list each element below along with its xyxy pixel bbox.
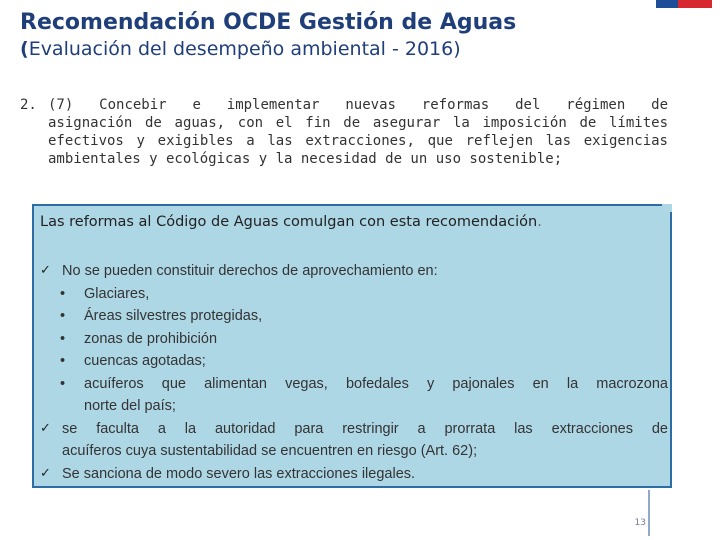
bullet-item-text: Áreas silvestres protegidas, [84,308,263,324]
check-list [40,260,668,485]
footer-divider [648,490,650,536]
recommendation-number: 2. [20,97,37,113]
bullet-icon: • [60,330,66,347]
title-line-1: Recomendación OCDE Gestión de Aguas [20,10,517,35]
check-icon: ✓ [40,263,51,278]
bullet-item [40,305,668,328]
recommendation-line: asignación de aguas, con el fin de asegurar la imposición de límites [48,115,668,131]
check-item-text: No se pueden constituir derechos de aprovechamiento en: [62,263,438,279]
check-item-continuation: acuíferos cuya sustentabilidad se encuentren en riesgo (Art. 62); [62,443,478,459]
reforms-box [32,204,672,488]
check-icon: ✓ [40,420,51,436]
box-intro-period: . [537,214,542,230]
bullet-item [40,350,668,373]
check-item-text: se faculta a la autoridad para restringir a prorrata las extracciones de [62,420,668,437]
bullet-icon: • [60,353,66,369]
recommendation-line: (7) Concebir e implementar nuevas reformas del régimen de [48,97,668,113]
slide-title [20,10,620,62]
bullet-item-text: cuencas agotadas; [84,353,206,369]
bullet-item-text: zonas de prohibición [84,330,218,347]
bullet-icon: • [60,308,66,324]
slide-footer [36,488,680,536]
bullet-icon: • [60,375,66,392]
recommendation-text [20,96,668,168]
page-number: 13 [634,518,646,528]
box-intro [40,214,542,230]
bullet-item [40,328,668,351]
flag-blue [656,0,678,8]
title-open-paren: ( [20,38,29,60]
title-line-2 [20,36,620,62]
bullet-item-continuation: norte del país; [84,398,176,414]
title-line-2-text: Evaluación del desempeño ambiental - 2016) [28,38,461,60]
flag-stripe [656,0,712,8]
check-icon: ✓ [40,465,51,481]
recommendation-line: ambientales y ecológicas y la necesidad de un uso sostenible; [48,151,563,167]
check-item-text: Se sanciona de modo severo las extracciones ilegales. [62,465,416,482]
box-corner [662,204,672,212]
flag-red [678,0,712,8]
check-item [40,260,668,283]
bullet-icon: • [60,285,66,302]
bullet-item-text: acuíferos que alimentan vegas, bofedales y pajonales en la macrozona [84,375,668,392]
bullet-item [40,283,668,306]
check-item [40,463,668,486]
check-item [40,418,668,441]
bullet-item [40,373,668,396]
box-intro-text: Las reformas al Código de Aguas comulgan con esta recomendación [40,214,538,230]
bullet-item-text: Glaciares, [84,285,150,302]
recommendation-line: efectivos y exigibles a las extracciones, que reflejen las exigencias [48,133,668,149]
